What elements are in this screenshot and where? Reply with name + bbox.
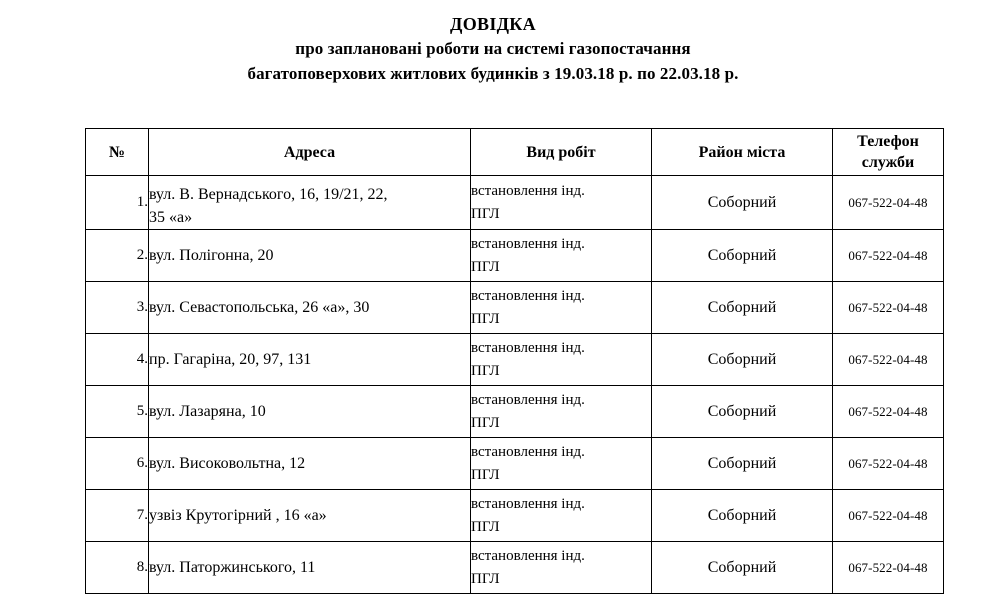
row-district: Соборний bbox=[652, 490, 833, 542]
row-work-type-line-1: встановлення інд. bbox=[471, 495, 585, 512]
row-phone: 067-522-04-48 bbox=[833, 282, 944, 334]
row-work-type-line-2: ПГЛ bbox=[471, 310, 500, 327]
row-work-type-line-1: встановлення інд. bbox=[471, 235, 585, 252]
row-work-type bbox=[471, 334, 652, 386]
table-row bbox=[86, 386, 944, 438]
table-row bbox=[86, 176, 944, 230]
row-phone: 067-522-04-48 bbox=[833, 334, 944, 386]
table-row bbox=[86, 490, 944, 542]
row-address-line-1: вул. Полігонна, 20 bbox=[149, 247, 274, 264]
row-work-type bbox=[471, 542, 652, 594]
row-address bbox=[149, 282, 471, 334]
column-header-number-label: № bbox=[108, 143, 126, 161]
row-number: 5. bbox=[86, 386, 149, 438]
table-row bbox=[86, 230, 944, 282]
row-work-type-line-2: ПГЛ bbox=[471, 205, 500, 222]
table-row bbox=[86, 334, 944, 386]
table-header-row bbox=[86, 129, 944, 176]
row-number: 4. bbox=[86, 334, 149, 386]
row-district: Соборний bbox=[652, 334, 833, 386]
row-address-line-1: вул. Севастопольська, 26 «а», 30 bbox=[149, 299, 370, 316]
row-district: Соборний bbox=[652, 438, 833, 490]
row-phone: 067-522-04-48 bbox=[833, 176, 944, 230]
table-row bbox=[86, 438, 944, 490]
row-phone: 067-522-04-48 bbox=[833, 386, 944, 438]
row-address bbox=[149, 438, 471, 490]
row-district: Соборний bbox=[652, 282, 833, 334]
row-address bbox=[149, 386, 471, 438]
row-work-type bbox=[471, 438, 652, 490]
row-work-type-line-1: встановлення інд. bbox=[471, 547, 585, 564]
row-work-type-line-2: ПГЛ bbox=[471, 414, 500, 431]
row-phone: 067-522-04-48 bbox=[833, 490, 944, 542]
row-district: Соборний bbox=[652, 386, 833, 438]
row-work-type-line-1: встановлення інд. bbox=[471, 391, 585, 408]
column-header-phone-label-line-1: Телефон bbox=[857, 133, 919, 150]
row-phone: 067-522-04-48 bbox=[833, 438, 944, 490]
table-row bbox=[86, 542, 944, 594]
column-header-number bbox=[86, 129, 149, 176]
table-body bbox=[86, 176, 944, 594]
row-work-type bbox=[471, 176, 652, 230]
row-address-line-2: 35 «а» bbox=[149, 209, 193, 226]
column-header-district-label: Район міста bbox=[698, 143, 786, 161]
report-table bbox=[85, 128, 944, 594]
row-number: 6. bbox=[86, 438, 149, 490]
row-work-type bbox=[471, 282, 652, 334]
column-header-work-type-label: Вид робіт bbox=[526, 143, 596, 161]
row-address bbox=[149, 176, 471, 230]
row-work-type-line-2: ПГЛ bbox=[471, 466, 500, 483]
row-phone: 067-522-04-48 bbox=[833, 230, 944, 282]
row-work-type-line-2: ПГЛ bbox=[471, 570, 500, 587]
page-title: ДОВІДКА bbox=[450, 14, 536, 34]
row-district: Соборний bbox=[652, 230, 833, 282]
row-phone: 067-522-04-48 bbox=[833, 542, 944, 594]
row-work-type-line-2: ПГЛ bbox=[471, 362, 500, 379]
report-table-container bbox=[85, 128, 943, 594]
column-header-address-label: Адреса bbox=[283, 143, 336, 161]
row-work-type-line-2: ПГЛ bbox=[471, 258, 500, 275]
column-header-phone-label-line-2: служби bbox=[861, 154, 915, 171]
row-district: Соборний bbox=[652, 176, 833, 230]
row-address-line-1: вул. В. Вернадського, 16, 19/21, 22, bbox=[149, 186, 388, 203]
page-subtitle-line-1: про заплановані роботи на системі газопостачання bbox=[295, 39, 691, 58]
row-address bbox=[149, 334, 471, 386]
row-address-line-1: вул. Паторжинського, 11 bbox=[149, 559, 316, 576]
table-row bbox=[86, 282, 944, 334]
row-work-type bbox=[471, 230, 652, 282]
row-number: 8. bbox=[86, 542, 149, 594]
row-address bbox=[149, 542, 471, 594]
row-work-type-line-1: встановлення інд. bbox=[471, 182, 585, 199]
column-header-work-type bbox=[471, 129, 652, 176]
row-address bbox=[149, 230, 471, 282]
row-work-type-line-1: встановлення інд. bbox=[471, 443, 585, 460]
page-subtitle-line-2: багатоповерхових житлових будинків з 19.03.18 р. по 22.03.18 р. bbox=[247, 64, 739, 83]
row-number: 3. bbox=[86, 282, 149, 334]
row-work-type-line-1: встановлення інд. bbox=[471, 339, 585, 356]
row-district: Соборний bbox=[652, 542, 833, 594]
row-work-type-line-1: встановлення інд. bbox=[471, 287, 585, 304]
row-address bbox=[149, 490, 471, 542]
row-number: 7. bbox=[86, 490, 149, 542]
column-header-district bbox=[652, 129, 833, 176]
row-address-line-1: узвіз Крутогірний , 16 «а» bbox=[149, 507, 327, 524]
row-address-line-1: пр. Гагаріна, 20, 97, 131 bbox=[149, 351, 312, 368]
table-header bbox=[86, 129, 944, 176]
column-header-address bbox=[149, 129, 471, 176]
row-address-line-1: вул. Високовольтна, 12 bbox=[149, 455, 306, 472]
row-address-line-1: вул. Лазаряна, 10 bbox=[149, 403, 266, 420]
row-number: 2. bbox=[86, 230, 149, 282]
document-title-block bbox=[0, 0, 986, 86]
row-work-type-line-2: ПГЛ bbox=[471, 518, 500, 535]
row-work-type bbox=[471, 386, 652, 438]
row-number: 1. bbox=[86, 176, 149, 230]
row-work-type bbox=[471, 490, 652, 542]
column-header-phone bbox=[833, 129, 944, 176]
